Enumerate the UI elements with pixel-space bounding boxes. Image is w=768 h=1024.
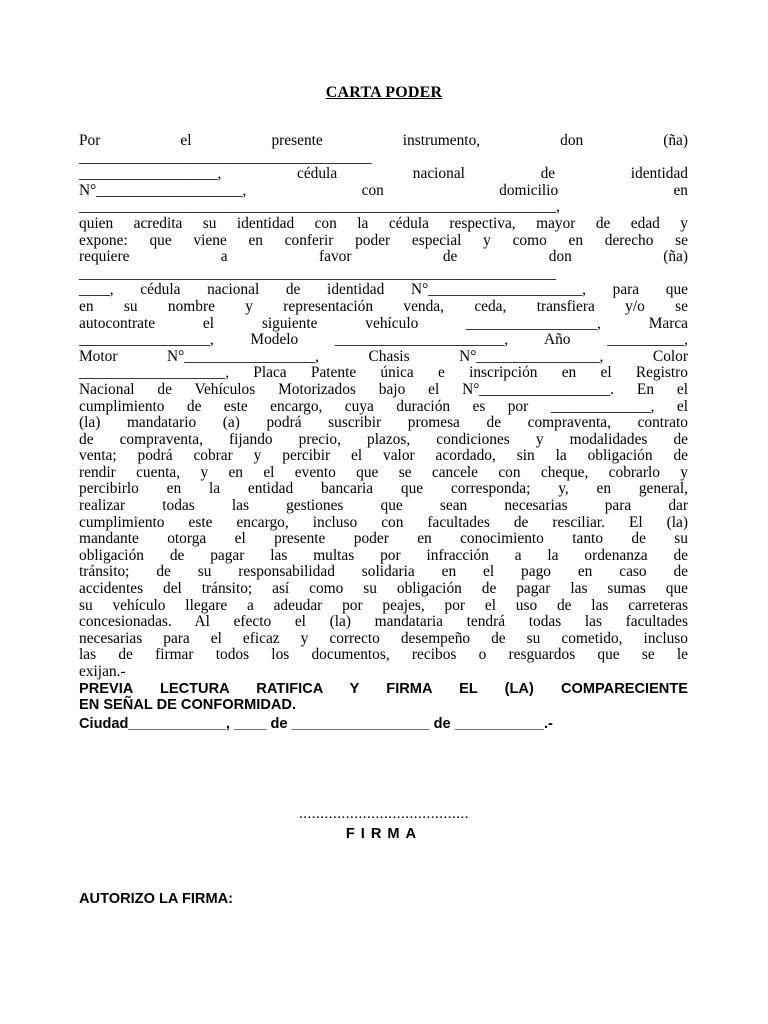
body-line: ______________________________________ [79, 148, 372, 166]
body-line: Por el presente instrumento, don (ña) [79, 132, 688, 149]
body-line: tránsito; de su responsabilidad solidaria en el pago en caso de [79, 563, 688, 581]
authorize-signature-label: AUTORIZO LA FIRMA: [79, 891, 234, 907]
body-line: en su nombre y representación venda, ceda, transfiera y/o se [79, 297, 688, 315]
body-line: concesionadas. Al efecto el (la) mandataria tendrá todas las facultades [79, 613, 688, 631]
body-line: mandante otorga el presente poder en conocimiento tanto de su [79, 530, 688, 548]
body-line: accidentes del tránsito; así como su obligación de pagar las sumas que [79, 580, 688, 598]
body-line: ______________________________________________________________ [79, 264, 557, 282]
body-line: autocontrate el siguiente vehículo _________________, Marca [79, 314, 688, 332]
body-line: cumplimiento de este encargo, cuya duración es por _____________, el [79, 397, 688, 415]
body-line: ______________________________________________________________, [79, 198, 560, 216]
body-line: realizar todas las gestiones que sean necesarias para dar [79, 497, 688, 515]
body-line: las de firmar todos los documentos, recibos o resguardos que se le [79, 646, 688, 664]
closing-statement-2: EN SEÑAL DE CONFORMIDAD. [79, 697, 297, 714]
body-line: requiere a favor de don (ña) [79, 248, 688, 266]
signature-label: FIRMA [345, 826, 423, 842]
body-line: expone: que viene en conferir poder especial y como en derecho se [79, 231, 688, 249]
document-title: CARTA PODER [325, 84, 443, 101]
body-line: venta; podrá cobrar y percibir el valor acordado, sin la obligación de [79, 447, 688, 465]
body-line: Nacional de Vehículos Motorizados bajo el N°_________________. En el [79, 380, 688, 398]
body-line: su vehículo llegare a adeudar por peajes, por el uso de las carreteras [79, 596, 688, 614]
closing-statement-1: PREVIA LECTURA RATIFICA Y FIRMA EL (LA) COMPARECIENTE [79, 680, 688, 697]
body-line: ___________________, Placa Patente única e inscripción en el Registro [79, 364, 688, 382]
body-line: de compraventa, fijando precio, plazos, condiciones y modalidades de [79, 430, 688, 448]
body-line: ____, cédula nacional de identidad N°____________________, para que [79, 281, 688, 299]
body-line: necesarias para el eficaz y correcto desempeño de su cometido, incluso [79, 629, 688, 647]
body-line: cumplimiento este encargo, incluso con facultades de resciliar. El (la) [79, 513, 688, 531]
body-line: quien acredita su identidad con la cédula respectiva, mayor de edad y [79, 214, 688, 232]
signature-line: ........................................ [299, 806, 469, 822]
body-line: __________________, cédula nacional de identidad [79, 165, 688, 183]
body-line: percibirlo en la entidad bancaria que corresponda; y, en general, [79, 480, 688, 498]
body-line: (la) mandatario (a) podrá suscribir promesa de compraventa, contrato [79, 414, 688, 432]
body-line: obligación de pagar las multas por infracción a la ordenanza de [79, 546, 688, 564]
body-line-last: exijan.- [79, 663, 126, 680]
document-body [79, 133, 688, 732]
body-line: N°___________________, con domicilio en [79, 181, 688, 199]
body-line: _________________, Modelo ______________________, Año __________, [79, 331, 688, 349]
place-date-line: Ciudad____________, ____ de _________________ de ___________.- [79, 715, 553, 732]
body-line: rendir cuenta, y en el evento que se cancele con cheque, cobrarlo y [79, 463, 688, 481]
body-line: Motor N°_________________, Chasis N°________________, Color [79, 347, 688, 365]
